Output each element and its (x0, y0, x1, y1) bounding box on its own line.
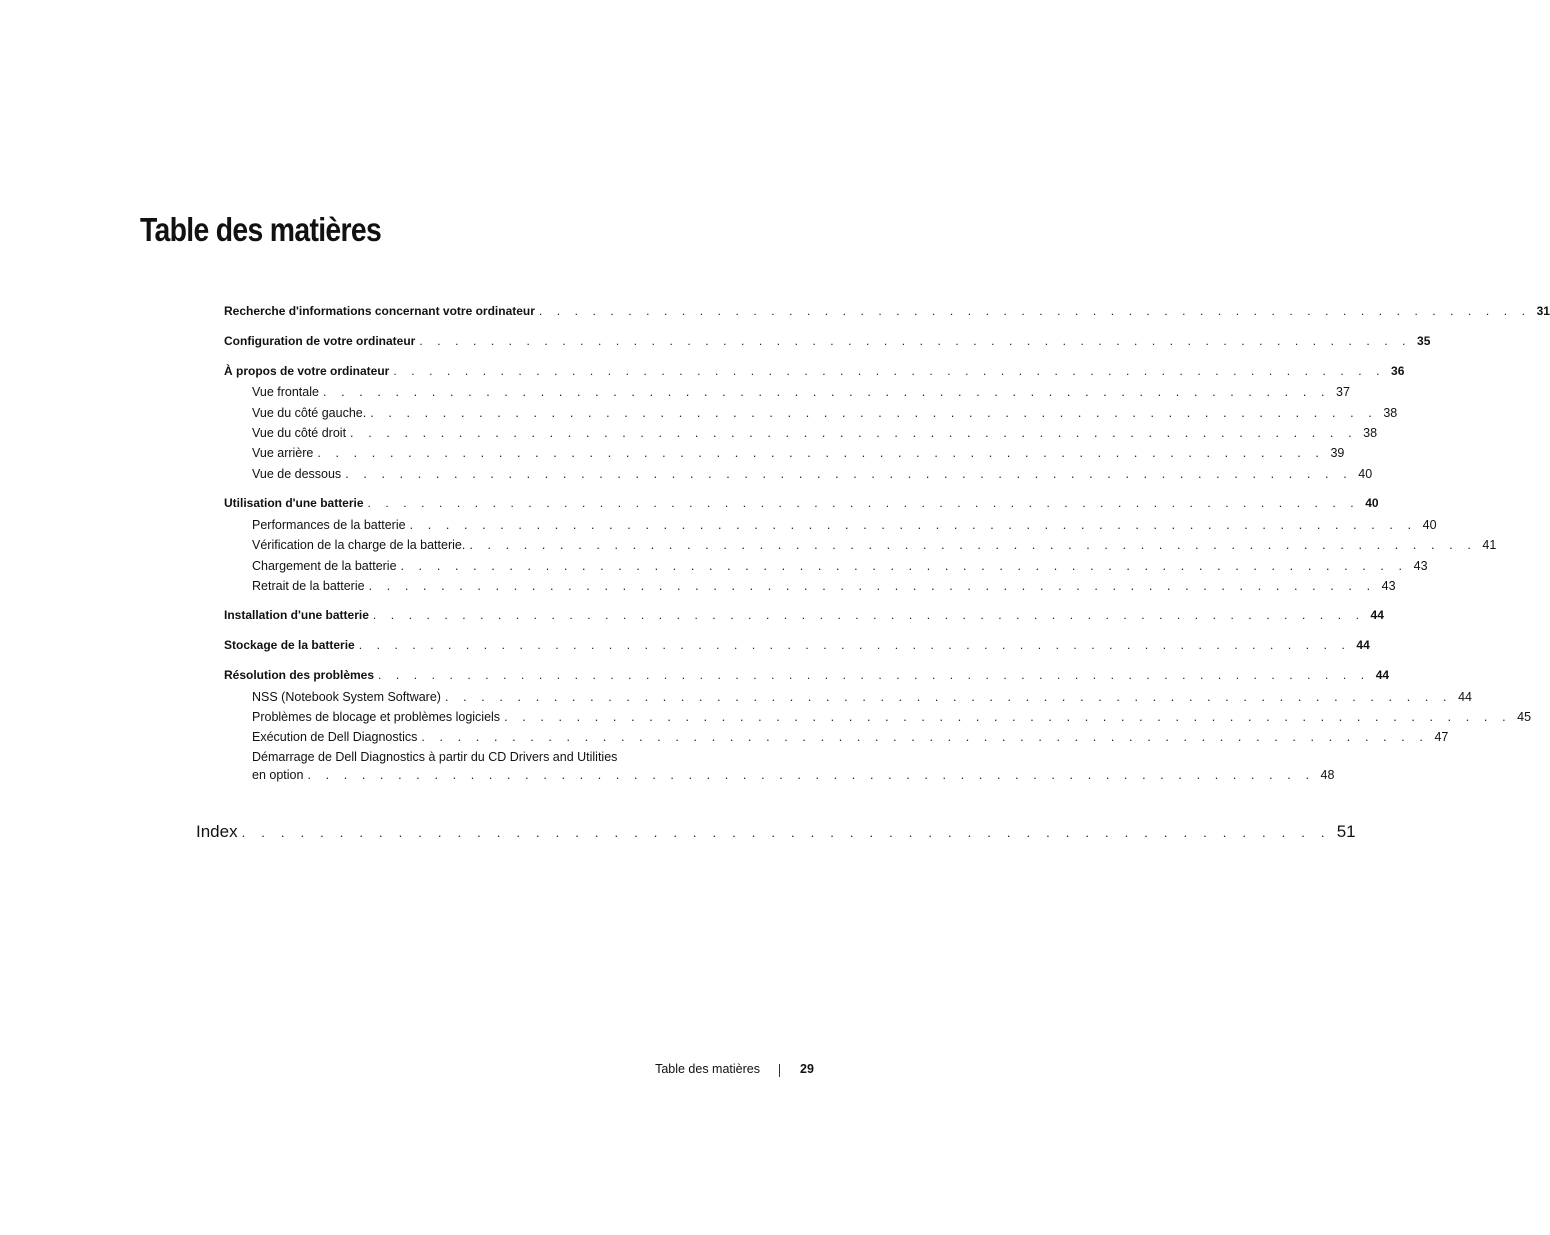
toc-entry-page: 44 (1458, 690, 1472, 704)
toc-entry-page: 48 (1320, 768, 1335, 782)
toc-entry-label: Installation d'une batterie (224, 608, 369, 622)
toc-entry-page: 43 (1381, 579, 1396, 593)
toc-entry-page: 43 (1413, 559, 1428, 573)
toc-subentry[interactable] (252, 426, 1378, 444)
toc-entry[interactable] (224, 304, 1550, 322)
dot-leader: . . . . . . . . . . . . . . . . . . . . . . . . . . . . . . . . . . . . . . . . . . . . . . . . . . . . . . . . (504, 710, 1512, 724)
toc-entry-label: Vue de dessous (252, 467, 342, 481)
toc-entry-page: 35 (1417, 334, 1431, 348)
dot-leader: . . . . . . . . . . . . . . . . . . . . . . . . . . . . . . . . . . . . . . . . . . . . . . . . . . . . . . . . (409, 518, 1417, 532)
toc-entry[interactable] (224, 608, 1384, 626)
toc-subentry[interactable] (252, 559, 1428, 577)
dot-leader: . . . . . . . . . . . . . . . . . . . . . . . . . . . . . . . . . . . . . . . . . . . . . . . . . . . . . . . . (358, 638, 1351, 652)
toc-entry-label: Performances de la batterie (252, 518, 406, 532)
toc-entry[interactable] (224, 364, 1405, 382)
toc-entry-label: Chargement de la batterie (252, 559, 397, 573)
toc-entry-page: 41 (1482, 538, 1497, 552)
dot-leader: . . . . . . . . . . . . . . . . . . . . . . . . . . . . . . . . . . . . . . . . . . . . . . . . . . . . . . . . (317, 446, 1325, 460)
toc-entry-label: À propos de votre ordinateur (224, 364, 390, 378)
toc-entry-label: Stockage de la batterie (224, 638, 355, 652)
dot-leader: . . . . . . . . . . . . . . . . . . . . . . . . . . . . . . . . . . . . . . . . . . . . . . . . . . . . . . . . (444, 690, 1453, 704)
dot-leader: . . . . . . . . . . . . . . . . . . . . . . . . . . . . . . . . . . . . . . . . . . . . . . . . . . . . . . . . (372, 608, 1365, 622)
toc-subentry[interactable] (252, 710, 1532, 728)
toc-entry-page: 45 (1517, 710, 1532, 724)
toc-entry-label: Vue du côté gauche. (252, 406, 367, 420)
toc-entry-label: Recherche d'informations concernant votre ordinateur (224, 304, 535, 318)
toc-entry[interactable] (224, 334, 1431, 352)
toc-entry-page: 36 (1391, 364, 1405, 378)
toc-entry[interactable] (224, 638, 1370, 656)
toc-subentry[interactable] (252, 385, 1350, 403)
toc-entry-page: 44 (1356, 638, 1370, 652)
toc-entry-label: Configuration de votre ordinateur (224, 334, 416, 348)
dot-leader: . . . . . . . . . . . . . . . . . . . . . . . . . . . . . . . . . . . . . . . . . . . . . . . . . . . . . . . . (400, 559, 1408, 573)
toc-entry-page: 39 (1330, 446, 1345, 460)
dot-leader: . . . . . . . . . . . . . . . . . . . . . . . . . . . . . . . . . . . . . . . . . . . . . . . . . . . . . . . . (378, 668, 1370, 682)
footer-title: Table des matières (655, 1062, 760, 1076)
dot-leader: . . . . . . . . . . . . . . . . . . . . . . . . . . . . . . . . . . . . . . . . . . . . . . . . . . . . . . . . (421, 730, 1429, 744)
footer-separator (779, 1064, 780, 1077)
toc-entry-page: 40 (1365, 496, 1379, 510)
toc-subentry[interactable] (252, 518, 1437, 536)
toc-entry-label: NSS (Notebook System Software) (252, 690, 441, 704)
dot-leader: . . . . . . . . . . . . . . . . . . . . . . . . . . . . . . . . . . . . . . . . . . . . . . . . . . . . . . . . (538, 304, 1531, 318)
dot-leader: . . . . . . . . . . . . . . . . . . . . . . . . . . . . . . . . . . . . . . . . . . . . . . . . . . . . . . . . (307, 768, 1315, 782)
toc-entry-label: en option (252, 768, 304, 782)
toc-entry[interactable] (224, 496, 1379, 514)
toc-subentry[interactable] (252, 538, 1497, 556)
toc-entry-label: Vue frontale (252, 385, 319, 399)
toc-subentry[interactable] (252, 406, 1398, 424)
toc-entry-page: 31 (1536, 304, 1550, 318)
toc-entry-label: Retrait de la batterie (252, 579, 365, 593)
dot-leader: . . . . . . . . . . . . . . . . . . . . . . . . . . . . . . . . . . . . . . . . . . . . . . . . . . . . . . . . (367, 496, 1360, 510)
toc-entry-page: 44 (1370, 608, 1384, 622)
dot-leader: . . . . . . . . . . . . . . . . . . . . . . . . . . . . . . . . . . . . . . . . . . . . . . . . . . . . . . . . (393, 364, 1386, 378)
toc-entry-page: 51 (1336, 822, 1356, 841)
toc-subentry[interactable] (252, 690, 1472, 708)
toc-entry-label: Vue arrière (252, 446, 314, 460)
toc-entry-page: 40 (1422, 518, 1437, 532)
toc-entry-label: Vérification de la charge de la batterie. (252, 538, 466, 552)
page-title: Table des matières (140, 211, 382, 248)
toc-subentry[interactable] (252, 446, 1345, 464)
toc-subentry[interactable] (252, 730, 1449, 748)
toc-entry-label: Exécution de Dell Diagnostics (252, 730, 418, 744)
toc-subentry[interactable] (252, 768, 1335, 786)
toc-entry-label: Problèmes de blocage et problèmes logiciels (252, 710, 501, 724)
toc-entry-label: Résolution des problèmes (224, 668, 375, 682)
toc-entry-label: Utilisation d'une batterie (224, 496, 364, 510)
dot-leader: . . . . . . . . . . . . . . . . . . . . . . . . . . . . . . . . . . . . . . . . . . . . . . . . . . . . . . . . (322, 385, 1331, 399)
toc-entry[interactable] (224, 668, 1390, 686)
dot-leader: . . . . . . . . . . . . . . . . . . . . . . . . . . . . . . . . . . . . . . . . . . . . . . . . . . . . . . . . (370, 406, 1378, 420)
dot-leader: . . . . . . . . . . . . . . . . . . . . . . . . . . . . . . . . . . . . . . . . . . . . . . . . . . . . . . . . (350, 426, 1358, 440)
dot-leader: . . . . . . . . . . . . . . . . . . . . . . . . . . . . . . . . . . . . . . . . . . . . . . . . . . . . . . . . (419, 334, 1412, 348)
toc-entry-page: 44 (1375, 668, 1390, 682)
dot-leader: . . . . . . . . . . . . . . . . . . . . . . . . . . . . . . . . . . . . . . . . . . . . . . . . . . . . . . . . (368, 579, 1376, 593)
dot-leader: . . . . . . . . . . . . . . . . . . . . . . . . . . . . . . . . . . . . . . . . . . . . . . . . . . . . . . . . (241, 825, 1331, 840)
dot-leader: . . . . . . . . . . . . . . . . . . . . . . . . . . . . . . . . . . . . . . . . . . . . . . . . . . . . . . . . (345, 467, 1353, 481)
toc-index-entry[interactable] (196, 822, 1356, 846)
toc-entry-label: Vue du côté droit (252, 426, 347, 440)
toc-entry-page: 37 (1336, 385, 1350, 399)
toc-entry-page: 40 (1358, 467, 1373, 481)
footer-page-number: 29 (800, 1062, 814, 1076)
toc-subentry[interactable] (252, 579, 1396, 597)
toc-entry-label: Index (196, 822, 238, 841)
toc-entry-page: 47 (1434, 730, 1449, 744)
dot-leader: . . . . . . . . . . . . . . . . . . . . . . . . . . . . . . . . . . . . . . . . . . . . . . . . . . . . . . . . (469, 538, 1477, 552)
toc-entry-page: 38 (1383, 406, 1398, 420)
toc-subentry[interactable] (252, 467, 1373, 485)
page-footer (0, 1062, 954, 1082)
toc-subentry-line1[interactable]: Démarrage de Dell Diagnostics à partir du CD Drivers and Utilities (252, 750, 618, 764)
toc-entry-page: 38 (1363, 426, 1378, 440)
